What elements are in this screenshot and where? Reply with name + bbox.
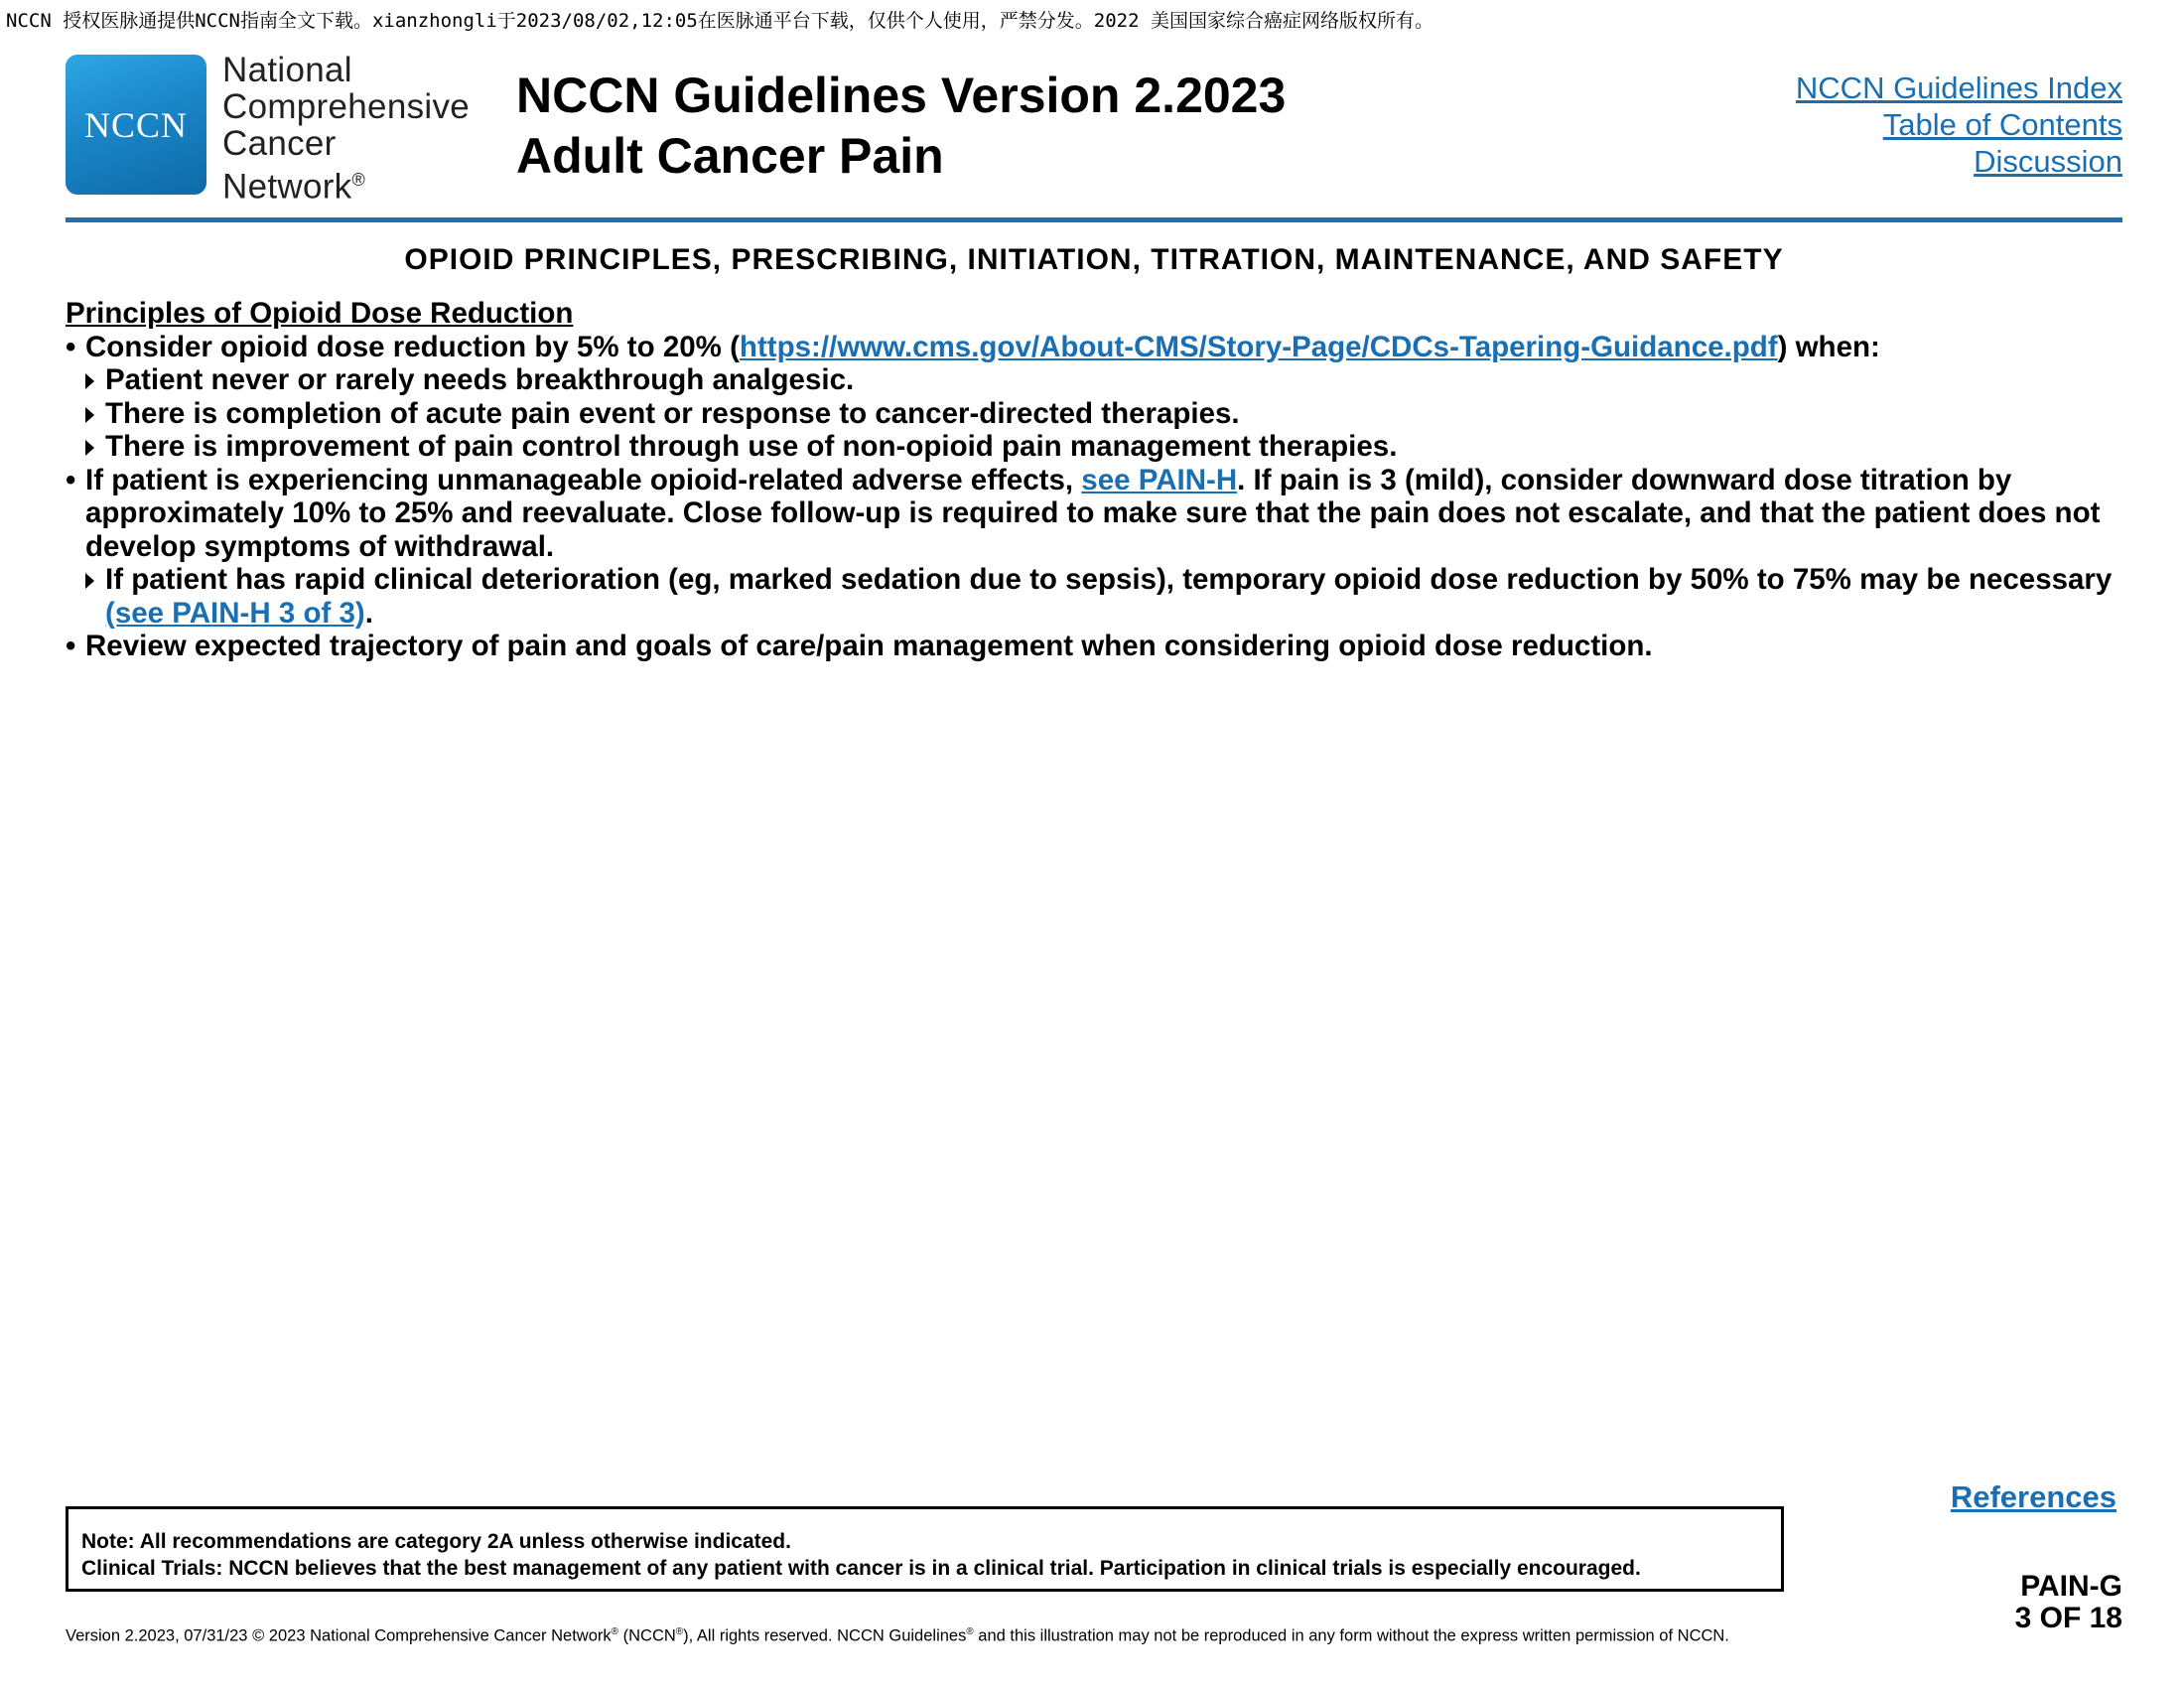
- see-pain-h-link[interactable]: see PAIN-H: [1081, 463, 1238, 496]
- see-pain-h-3-link[interactable]: (see PAIN-H 3 of 3): [105, 596, 365, 630]
- note-clinical-trials: Clinical Trials: NCCN believes that the best management of any patient with cancer is in a clinical trial. Participation in clinical trials is especially encouraged.: [81, 1557, 1641, 1580]
- cdc-tapering-guidance-link[interactable]: https://www.cms.gov/About-CMS/Story-Page/CDCs-Tapering-Guidance.pdf: [739, 330, 1778, 363]
- subsection-heading: Principles of Opioid Dose Reduction: [66, 297, 574, 330]
- triangle-bullet-icon: [85, 407, 94, 423]
- logo-text: NCCN: [83, 104, 189, 145]
- main-content: [66, 297, 2130, 663]
- nccn-logo: [66, 55, 206, 195]
- sub-bullet: If patient has rapid clinical deterioration (eg, marked sedation due to sepsis), temporary opioid dose reduction by 50% to 75% may be necessary (see PAIN-H 3 of 3).: [66, 563, 2130, 630]
- bullet-trajectory: • Review expected trajectory of pain and goals of care/pain management when considering opioid dose reduction.: [66, 630, 1653, 662]
- note-category: Note: All recommendations are category 2A unless otherwise indicated.: [81, 1530, 791, 1553]
- triangle-bullet-icon: [85, 440, 94, 456]
- org-line-2: Comprehensive: [222, 87, 471, 126]
- org-line-1: National: [222, 51, 352, 89]
- org-line-4: Network®: [222, 167, 366, 207]
- sub-bullet: There is completion of acute pain event or response to cancer-directed therapies.: [66, 397, 2130, 431]
- note-box: [66, 1506, 1784, 1592]
- bullet-adverse-effects: • If patient is experiencing unmanageable opioid-related adverse effects, see PAIN-H. If pain is 3 (mild), consider downward dose titration by approximately 10% to 25% and reevaluate. Close follow-up is required to make sure that the pain does not escalate, and that the patient does not develop symptoms of withdrawal.: [66, 463, 2101, 563]
- guideline-version: NCCN Guidelines Version 2.2023: [516, 68, 1287, 123]
- copyright-footer: Version 2.2023, 07/31/23 © 2023 National Comprehensive Cancer Network® (NCCN®), All rights reserved. NCCN Guidelines® and this illustration may not be reproduced in any form without the express written permission of NCCN.: [66, 1626, 1729, 1645]
- page-identifier: [2015, 1571, 2122, 1634]
- bullet-icon: •: [66, 463, 76, 496]
- organization-name: [222, 52, 470, 206]
- org-line-3: Cancer: [222, 124, 337, 163]
- references-link[interactable]: References: [1950, 1479, 2116, 1514]
- download-watermark: NCCN 授权医脉通提供NCCN指南全文下载。xianzhongli于2023/08/02,12:05在医脉通平台下载，仅供个人使用，严禁分发。2022 美国国家综合癌症网络版权所有。: [6, 10, 1434, 32]
- sub-bullet: There is improvement of pain control through use of non-opioid pain management therapies.: [66, 430, 2130, 464]
- table-of-contents-link[interactable]: Table of Contents: [1882, 107, 2122, 142]
- bullet-icon: •: [66, 630, 76, 662]
- page-number: 3 OF 18: [2014, 1602, 2122, 1634]
- bullet-dose-reduction: • Consider opioid dose reduction by 5% to 20% (https://www.cms.gov/About-CMS/Story-Page/CDCs-Tapering-Guidance.pdf) when:: [66, 330, 1880, 363]
- header-divider: [66, 217, 2122, 222]
- page-title: [516, 66, 1286, 187]
- triangle-bullet-icon: [85, 573, 94, 589]
- page-code: PAIN-G: [2020, 1570, 2122, 1603]
- discussion-link[interactable]: Discussion: [1974, 144, 2122, 179]
- guideline-nav: [1796, 70, 2122, 180]
- guideline-topic: Adult Cancer Pain: [516, 128, 944, 184]
- bullet-icon: •: [66, 330, 76, 363]
- section-heading: OPIOID PRINCIPLES, PRESCRIBING, INITIATION, TITRATION, MAINTENANCE, AND SAFETY: [404, 243, 1784, 276]
- sub-bullet: Patient never or rarely needs breakthrough analgesic.: [66, 363, 2130, 397]
- triangle-bullet-icon: [85, 373, 94, 389]
- guidelines-index-link[interactable]: NCCN Guidelines Index: [1795, 70, 2122, 105]
